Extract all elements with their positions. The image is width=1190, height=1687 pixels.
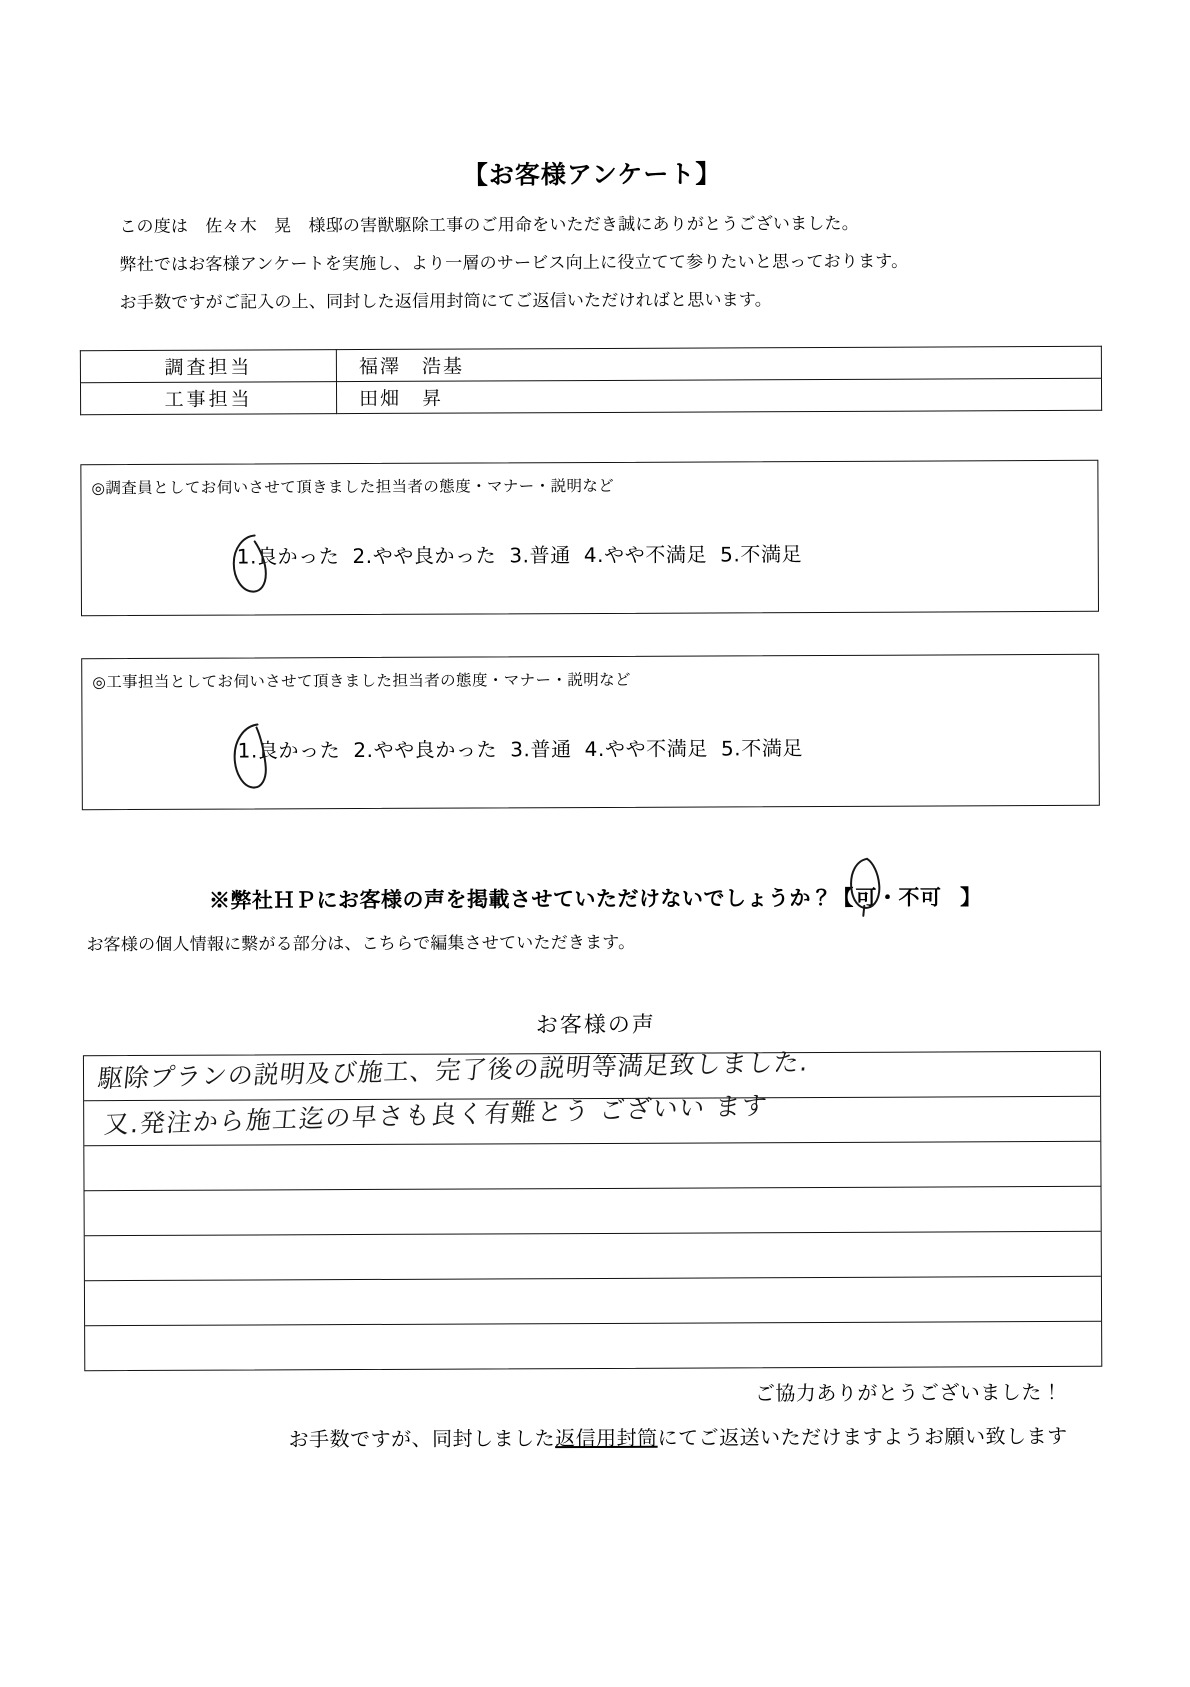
q1-option-3[interactable]: 3.普通	[509, 543, 571, 568]
q2-option-4[interactable]: 4.やや不満足	[584, 736, 709, 762]
voice-line-6[interactable]	[85, 1277, 1101, 1326]
staff-table	[80, 346, 1102, 415]
voice-section-title: お客様の声	[535, 1012, 656, 1039]
staff-role-label: 調査担当	[80, 350, 336, 383]
hp-option-no[interactable]: 不可	[898, 884, 942, 910]
voice-line-4[interactable]	[85, 1187, 1101, 1236]
question-box-2	[81, 654, 1100, 810]
q1-option-4[interactable]: 4.やや不満足	[583, 542, 708, 568]
voice-line-7[interactable]	[85, 1322, 1101, 1370]
privacy-note: お客様の個人情報に繋がる部分は、こちらで編集させていただきます。	[86, 932, 636, 956]
table-row	[80, 378, 1101, 414]
bracket-open: 【	[832, 884, 856, 910]
q1-option-2[interactable]: 2.やや良かった	[352, 543, 497, 569]
footer-closing	[289, 1420, 1068, 1452]
question-2-heading: ◎工事担当としてお伺いさせて頂きました担当者の態度・マナー・説明など	[92, 670, 631, 692]
footer-thanks: ご協力ありがとうございました！	[754, 1379, 1063, 1406]
voice-line-3[interactable]	[84, 1142, 1100, 1191]
bracket-close: 】	[960, 884, 982, 910]
question-box-1	[80, 460, 1099, 616]
q2-option-2[interactable]: 2.やや良かった	[353, 737, 498, 763]
footer-closing-suffix: にてご返送いただけますようお願い致します	[657, 1423, 1068, 1450]
voice-comment-box[interactable]	[83, 1047, 1102, 1371]
hp-option-yes[interactable]: 可	[855, 884, 877, 910]
question-1-options	[237, 538, 803, 569]
hp-permission-line	[0, 880, 1190, 915]
footer-closing-underlined: 返信用封筒	[555, 1425, 658, 1451]
q2-option-3[interactable]: 3.普通	[510, 737, 572, 762]
handwritten-comment-line-2: 又.発注から施工迄の早さも良く有難とう ございい ます	[102, 1090, 770, 1140]
q2-option-5[interactable]: 5.不満足	[720, 736, 804, 761]
q1-option-1[interactable]: 1.良かった	[236, 544, 340, 569]
question-2-options	[238, 732, 804, 763]
page-title: 【お客様アンケート】	[462, 159, 722, 190]
table-row	[80, 346, 1101, 382]
q2-option-1[interactable]: 1.良かった	[237, 738, 341, 763]
intro-line-1: この度は 佐々木 晃 様邸の害獣駆除工事のご用命をいただき誠にありがとうございました。	[119, 213, 859, 238]
hp-separator: ・	[876, 884, 899, 910]
intro-line-3: お手数ですがご記入の上、同封した返信用封筒にてご返信いただければと思います。	[119, 290, 772, 314]
q1-option-5[interactable]: 5.不満足	[720, 542, 803, 567]
staff-name-value: 福澤 浩基	[336, 346, 1101, 381]
handwritten-comment-line-1: 駆除プランの説明及び施工、完了後の説明等満足致しました.	[96, 1047, 811, 1094]
footer-closing-prefix: お手数ですが、同封しました	[288, 1426, 556, 1452]
voice-line-5[interactable]	[85, 1232, 1101, 1281]
hp-permission-question: ※弊社ＨＰにお客様の声を掲載させていただけないでしょうか？	[208, 884, 833, 913]
staff-role-label: 工事担当	[80, 382, 336, 415]
intro-line-2: 弊社ではお客様アンケートを実施し、より一層のサービス向上に役立てて参りたいと思っております。	[119, 251, 909, 276]
staff-name-value: 田畑 昇	[336, 378, 1101, 413]
question-1-heading: ◎調査員としてお伺いさせて頂きました担当者の態度・マナー・説明など	[91, 476, 615, 498]
voice-line-2[interactable]	[84, 1090, 1100, 1146]
